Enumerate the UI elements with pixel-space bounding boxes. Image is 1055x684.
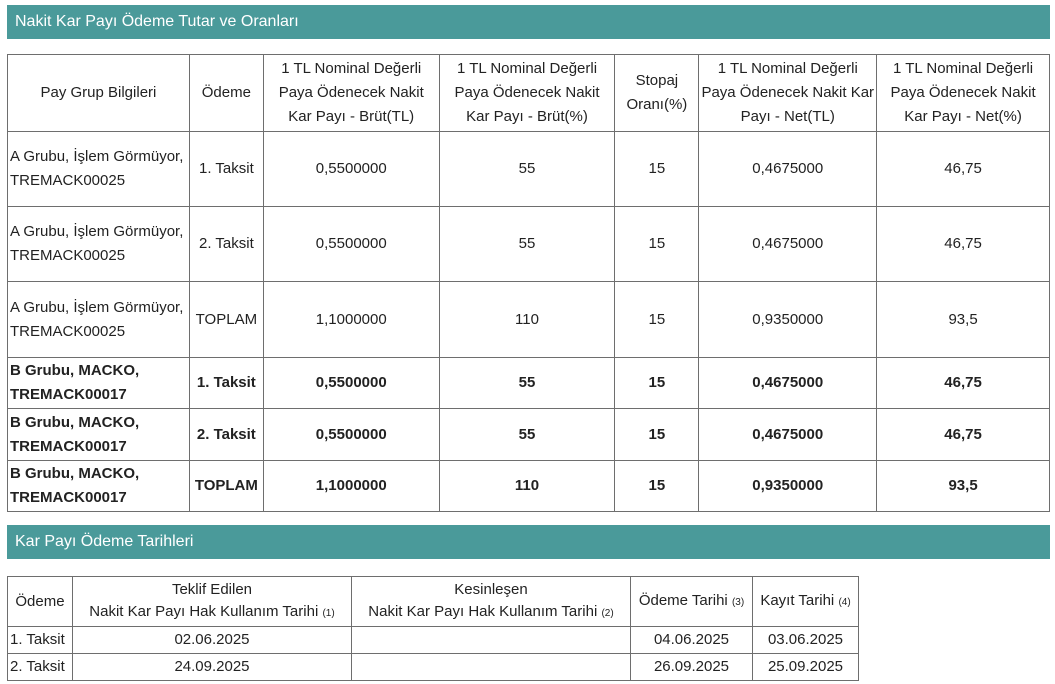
header-cell-teklif xyxy=(73,577,352,627)
header-cell: Ödeme xyxy=(189,55,263,132)
table-cell: 0,9350000 xyxy=(699,282,877,358)
table-cell: 46,75 xyxy=(877,409,1050,461)
table-cell: 1. Taksit xyxy=(8,627,73,654)
table-cell: 15 xyxy=(615,282,699,358)
header-cell: Pay Grup Bilgileri xyxy=(8,55,190,132)
table-cell: A Grubu, İşlem Görmüyor, TREMACK00025 xyxy=(8,282,190,358)
table-cell: 0,4675000 xyxy=(699,207,877,282)
table-cell: 46,75 xyxy=(877,132,1050,207)
table-cell: 1,1000000 xyxy=(263,461,439,512)
table-row xyxy=(8,132,1050,207)
header-line: Nakit Kar Payı Hak Kullanım Tarihi xyxy=(89,602,319,620)
footnote-ref: (4) xyxy=(838,596,851,608)
header-line: Ödeme Tarihi xyxy=(638,591,728,609)
header-line: Teklif Edilen xyxy=(171,580,253,598)
header-cell: 1 TL Nominal Değerli Paya Ödenecek Nakit Kar Payı - Net(%) xyxy=(877,55,1050,132)
table-cell: 04.06.2025 xyxy=(631,627,753,654)
footnote-ref: (2) xyxy=(601,607,614,619)
table-cell: 0,4675000 xyxy=(699,409,877,461)
table-row xyxy=(8,358,1050,409)
dividend-amounts-table xyxy=(7,54,1050,512)
table-cell: 15 xyxy=(615,207,699,282)
table-cell: 93,5 xyxy=(877,282,1050,358)
table-cell: 2. Taksit xyxy=(189,207,263,282)
header-cell: 1 TL Nominal Değerli Paya Ödenecek Nakit Kar Payı - Brüt(TL) xyxy=(263,55,439,132)
table-cell: B Grubu, MACKO, TREMACK00017 xyxy=(8,409,190,461)
table-cell: TOPLAM xyxy=(189,461,263,512)
header-line: Kayıt Tarihi xyxy=(760,591,835,609)
header-cell-kesin xyxy=(352,577,631,627)
header-line: Nakit Kar Payı Hak Kullanım Tarihi xyxy=(368,602,598,620)
table-cell: 15 xyxy=(615,132,699,207)
table-cell: 0,4675000 xyxy=(699,358,877,409)
table-cell: 0,9350000 xyxy=(699,461,877,512)
table-cell: TOPLAM xyxy=(189,282,263,358)
header-cell: 1 TL Nominal Değerli Paya Ödenecek Nakit Kar Payı - Net(TL) xyxy=(699,55,877,132)
table-row xyxy=(8,282,1050,358)
table-cell: 110 xyxy=(439,461,615,512)
table-row xyxy=(8,654,859,681)
table-cell: 93,5 xyxy=(877,461,1050,512)
header-cell: 1 TL Nominal Değerli Paya Ödenecek Nakit Kar Payı - Brüt(%) xyxy=(439,55,615,132)
table-cell: 24.09.2025 xyxy=(73,654,352,681)
payment-dates-table xyxy=(7,576,859,681)
table-row xyxy=(8,207,1050,282)
table-header-row xyxy=(8,55,1050,132)
table-cell: 46,75 xyxy=(877,358,1050,409)
table-cell: 15 xyxy=(615,409,699,461)
table-cell: 2. Taksit xyxy=(189,409,263,461)
table-cell: 55 xyxy=(439,409,615,461)
footnote-ref: (1) xyxy=(322,607,335,619)
table-cell: 03.06.2025 xyxy=(753,627,859,654)
header-cell: Stopaj Oranı(%) xyxy=(615,55,699,132)
table-cell: 1,1000000 xyxy=(263,282,439,358)
footnote-ref: (3) xyxy=(731,596,745,608)
table-cell: B Grubu, MACKO, TREMACK00017 xyxy=(8,358,190,409)
table-cell: 1. Taksit xyxy=(189,358,263,409)
table-cell: 15 xyxy=(615,461,699,512)
table-cell: 0,5500000 xyxy=(263,132,439,207)
table-row xyxy=(8,461,1050,512)
table-cell: 55 xyxy=(439,132,615,207)
table-cell: 55 xyxy=(439,358,615,409)
table-cell: 0,5500000 xyxy=(263,207,439,282)
table-cell: 110 xyxy=(439,282,615,358)
table-cell: 0,4675000 xyxy=(699,132,877,207)
table-cell: 02.06.2025 xyxy=(73,627,352,654)
table-cell xyxy=(352,654,631,681)
table-cell: B Grubu, MACKO, TREMACK00017 xyxy=(8,461,190,512)
table-row xyxy=(8,627,859,654)
table-row xyxy=(8,409,1050,461)
table-cell: 15 xyxy=(615,358,699,409)
section-title-amounts: Nakit Kar Payı Ödeme Tutar ve Oranları xyxy=(7,5,1050,39)
header-cell-odeme: Ödeme xyxy=(8,577,73,627)
section-title-dates: Kar Payı Ödeme Tarihleri xyxy=(7,525,1050,559)
table-cell: 25.09.2025 xyxy=(753,654,859,681)
table-cell: A Grubu, İşlem Görmüyor, TREMACK00025 xyxy=(8,207,190,282)
table-header-row xyxy=(8,577,859,627)
table-cell: 0,5500000 xyxy=(263,358,439,409)
table-cell: 46,75 xyxy=(877,207,1050,282)
table-cell: 2. Taksit xyxy=(8,654,73,681)
table-cell: 55 xyxy=(439,207,615,282)
table-cell: 1. Taksit xyxy=(189,132,263,207)
header-cell-odeme-tarihi xyxy=(631,577,753,627)
table-cell: 0,5500000 xyxy=(263,409,439,461)
table-cell: A Grubu, İşlem Görmüyor, TREMACK00025 xyxy=(8,132,190,207)
header-line: Kesinleşen xyxy=(454,580,528,598)
table-cell xyxy=(352,627,631,654)
table-cell: 26.09.2025 xyxy=(631,654,753,681)
header-cell-kayit-tarihi xyxy=(753,577,859,627)
